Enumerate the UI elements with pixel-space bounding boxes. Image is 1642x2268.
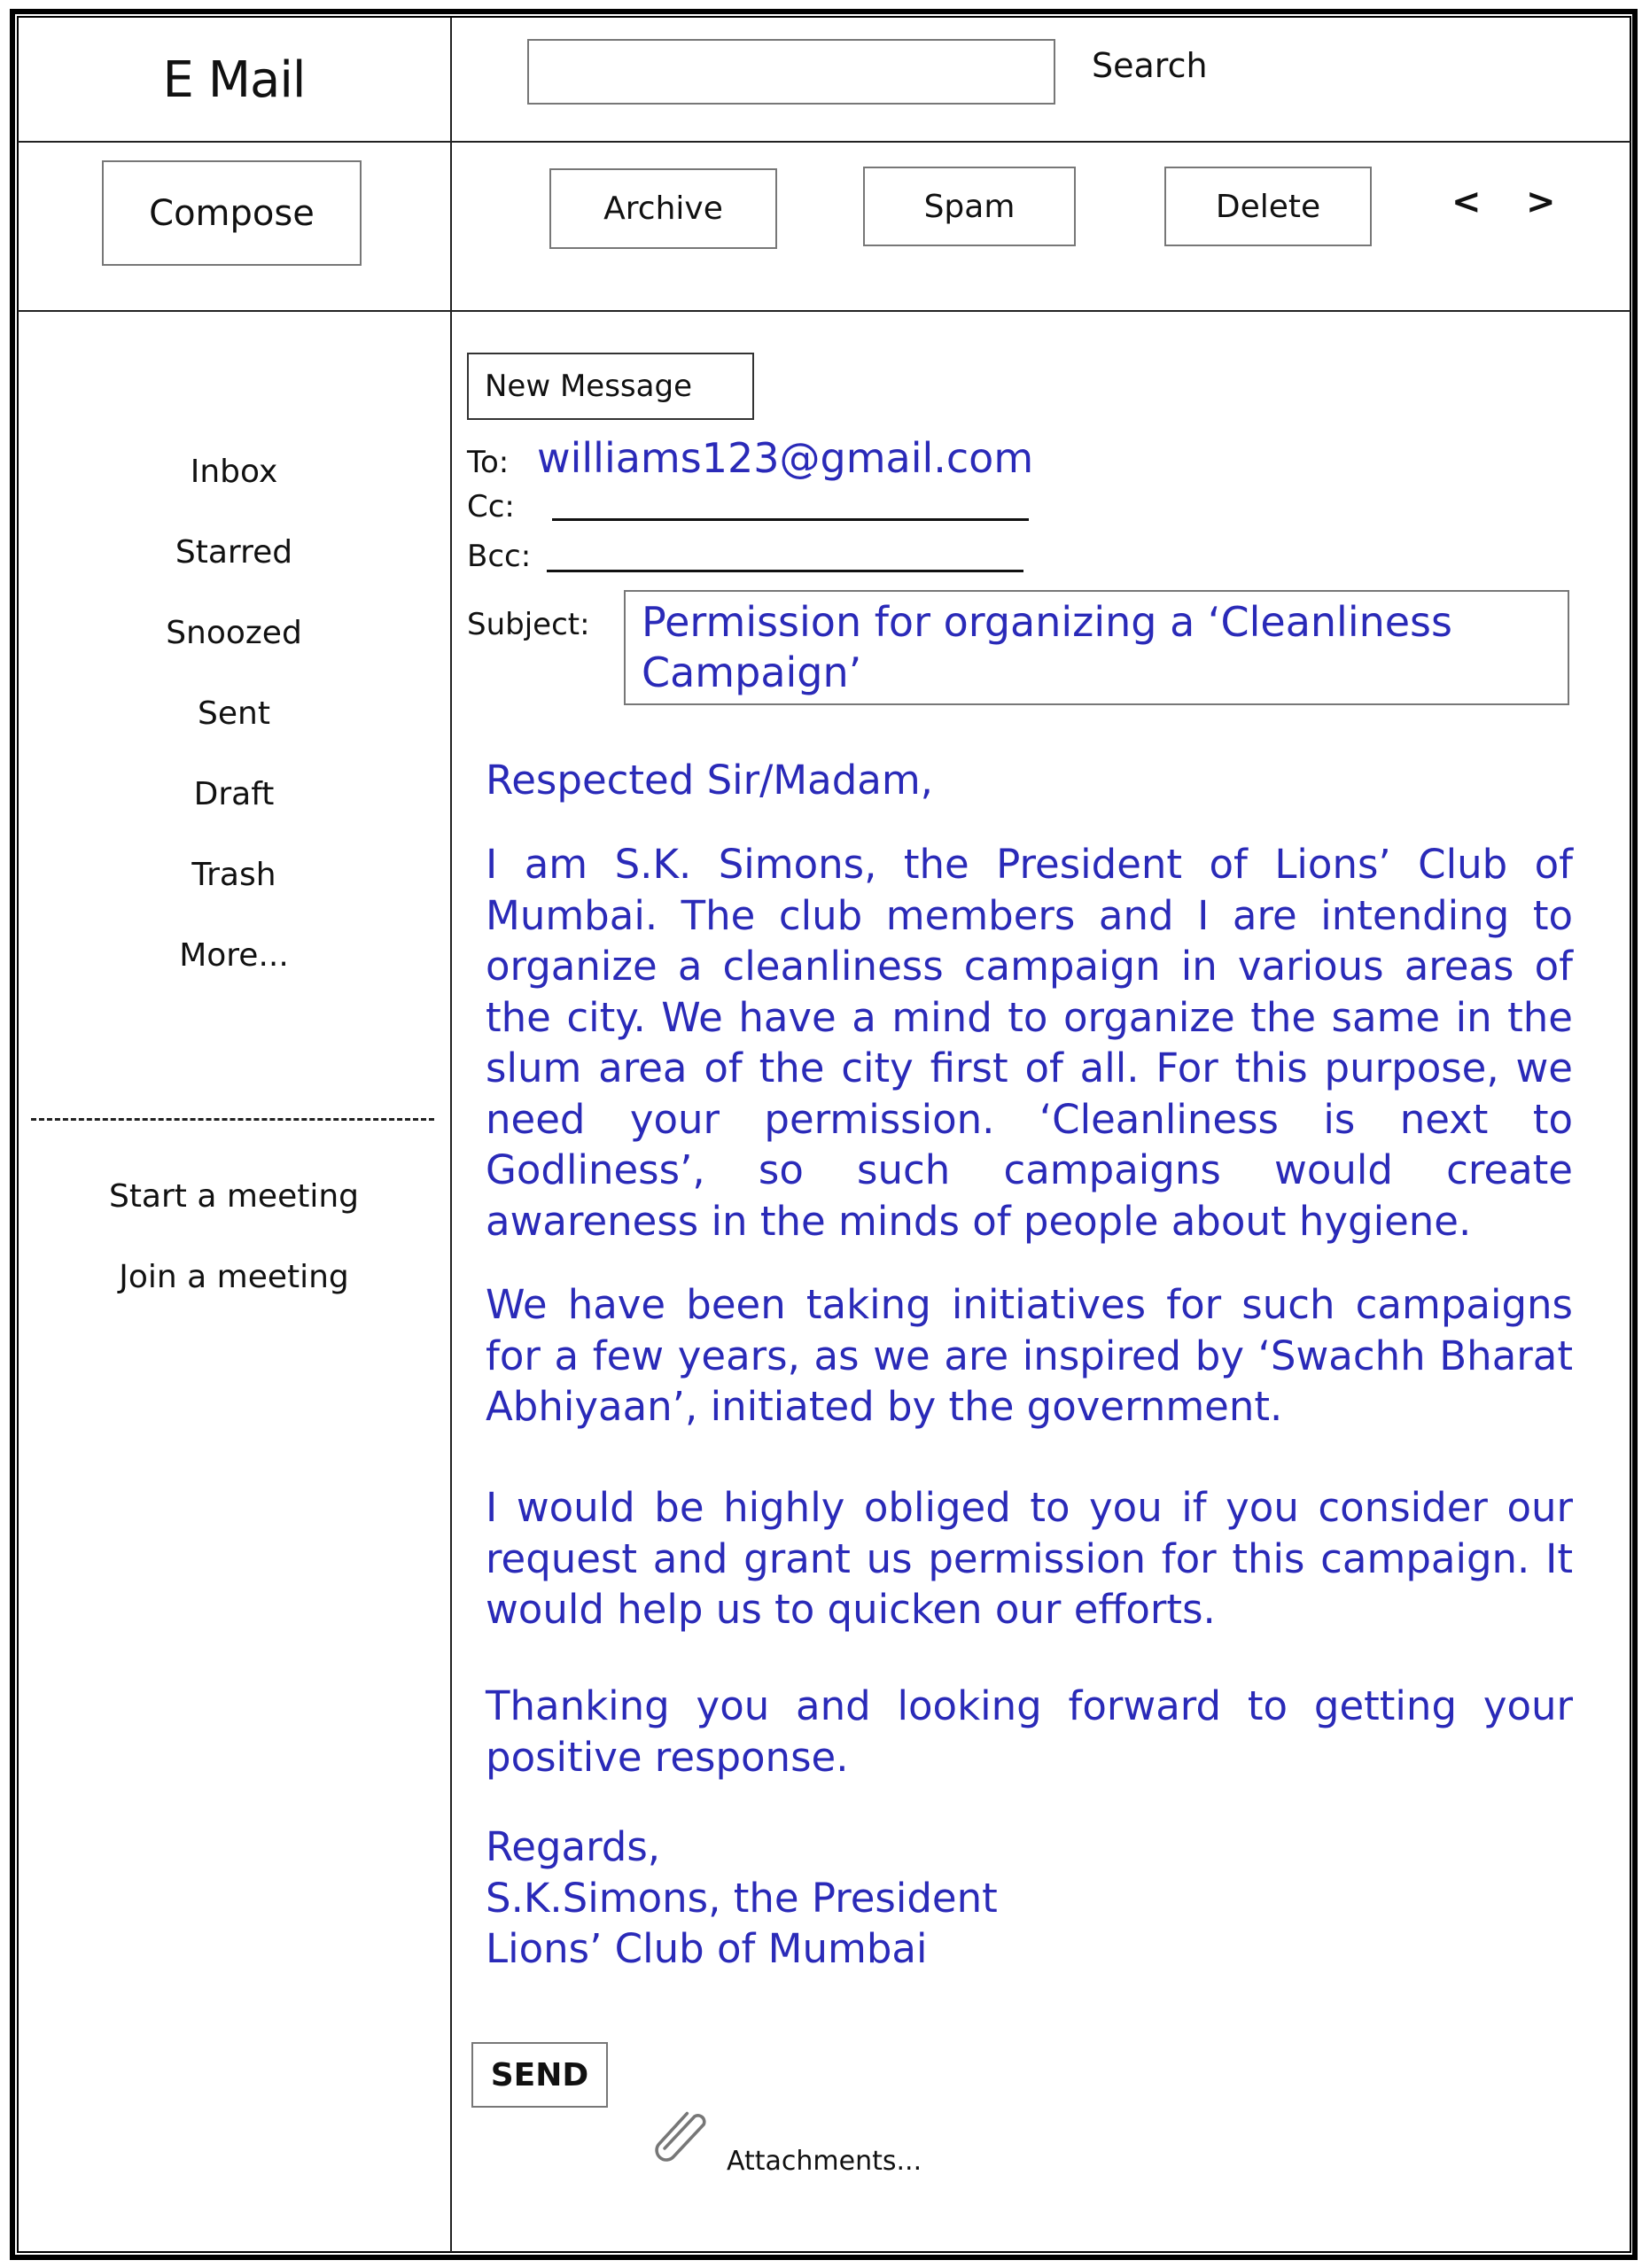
to-field[interactable]: williams123@gmail.com [537,434,1034,482]
bcc-label: Bcc: [467,539,532,574]
next-arrow-icon[interactable]: > [1526,182,1556,222]
sidebar-divider [31,1118,434,1121]
email-paragraph-1[interactable]: I am S.K. Simons, the President of Lions’ Club of Mumbai. The club members and I are intending to organize a cleanliness campaign in various areas of the city. We have a mind to organize the same in the slum area of the city first of all. For this purpose, we need your permission. ‘Cleanliness is next to Godliness’, so such campaigns would create awareness in the minds of people about hygiene. [486,841,1573,1245]
sidebar-item-more[interactable]: More... [179,937,289,974]
bcc-field[interactable] [547,570,1023,572]
email-closing[interactable]: Regards, [486,1823,661,1870]
spam-button[interactable]: Spam [863,167,1076,246]
delete-button[interactable]: Delete [1164,167,1372,246]
toolbar-divider [18,310,1630,312]
subject-label: Subject: [467,607,590,642]
sidebar-item-snoozed[interactable]: Snoozed [166,615,302,651]
email-signature-name[interactable]: S.K.Simons, the President [486,1875,998,1922]
search-label[interactable]: Search [1092,46,1208,85]
cc-field[interactable] [552,518,1029,521]
sidebar-item-starred[interactable]: Starred [175,534,293,571]
send-button[interactable]: SEND [471,2042,608,2108]
attachments-link[interactable]: Attachments... [727,2146,922,2177]
column-divider [450,18,452,2252]
search-input[interactable] [527,39,1055,105]
sidebar-item-sent[interactable]: Sent [198,695,270,732]
previous-arrow-icon[interactable]: < [1451,182,1482,222]
app-title: E Mail [162,50,306,109]
email-signature-org[interactable]: Lions’ Club of Mumbai [486,1925,928,1972]
sidebar-item-join-meeting[interactable]: Join a meeting [119,1259,349,1295]
new-message-tab[interactable]: New Message [467,353,754,420]
sidebar-item-start-meeting[interactable]: Start a meeting [108,1178,360,1215]
email-paragraph-3[interactable]: I would be highly obliged to you if you consider our request and grant us permission for this campaign. It would help us to quicken our efforts. [486,1484,1573,1633]
email-salutation[interactable]: Respected Sir/Madam, [486,757,933,804]
to-label: To: [467,445,510,480]
email-paragraph-4[interactable]: Thanking you and looking forward to getting your positive response. [486,1682,1573,1781]
sidebar-item-inbox[interactable]: Inbox [190,454,278,490]
compose-button[interactable]: Compose [102,160,362,266]
sidebar-item-trash[interactable]: Trash [191,857,276,893]
archive-button[interactable]: Archive [549,168,777,249]
email-paragraph-2[interactable]: We have been taking initiatives for such campaigns for a few years, as we are inspired by ‘Swachh Bharat Abhiyaan’, initiated by the government. [486,1281,1573,1430]
subject-field[interactable]: Permission for organizing a ‘Cleanliness Campaign’ [624,590,1569,705]
sidebar-item-draft[interactable]: Draft [193,776,275,812]
cc-label: Cc: [467,489,515,524]
paperclip-icon[interactable] [654,2101,707,2165]
